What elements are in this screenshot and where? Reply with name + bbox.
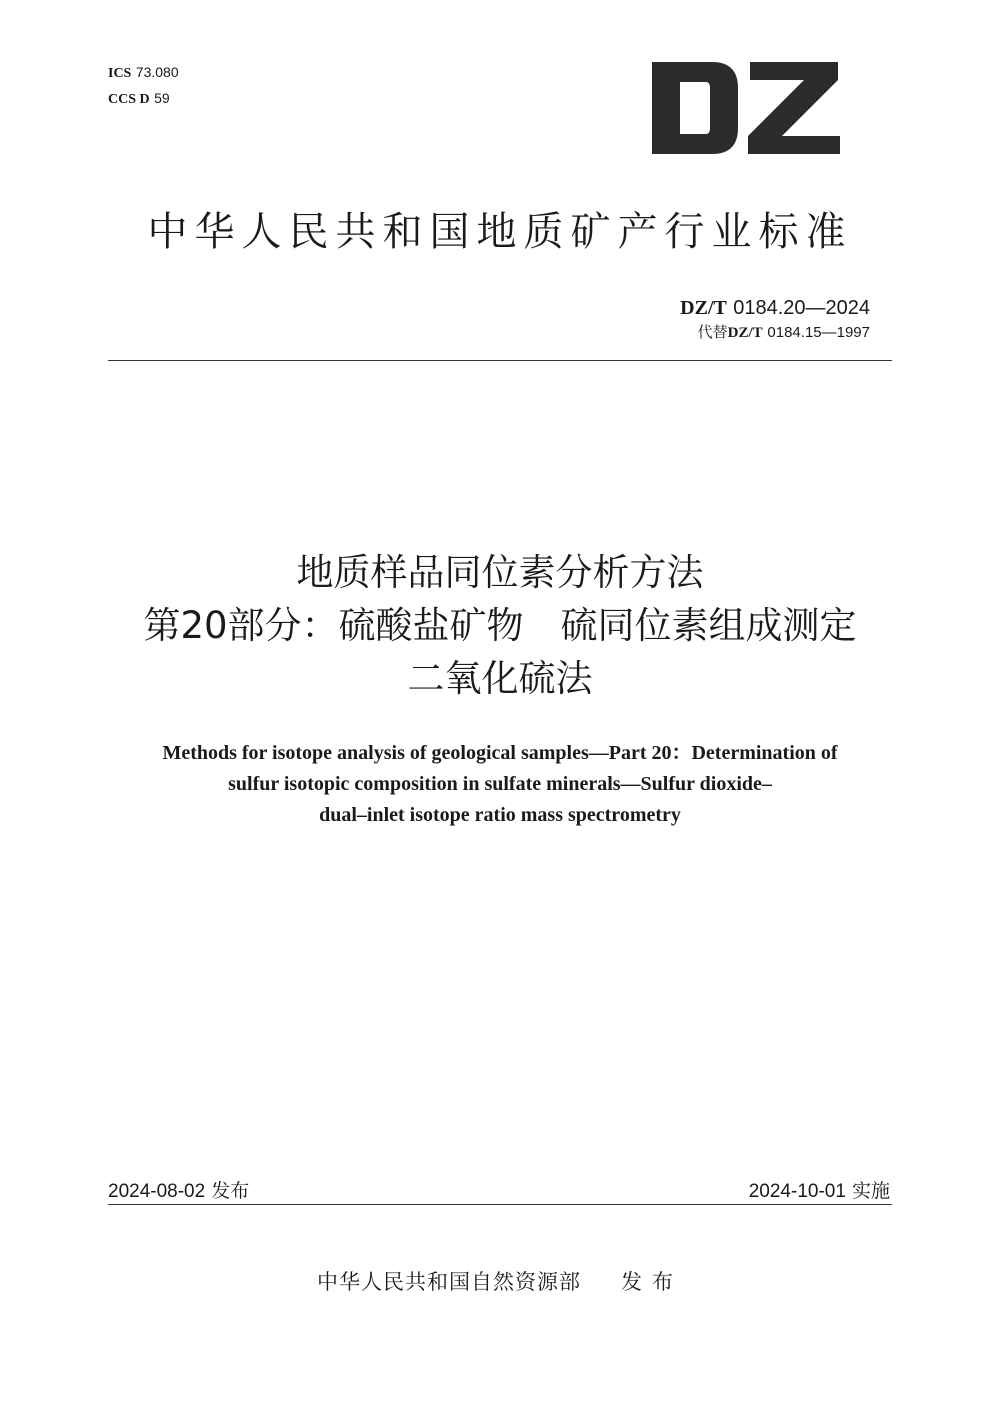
dz-logo: [652, 62, 840, 154]
classification-codes: [108, 60, 179, 112]
header-divider: [108, 360, 892, 361]
chinese-title: [0, 546, 1000, 705]
ccs-code: CCS D 59: [108, 90, 170, 107]
chinese-title-line: 地质样品同位素分析方法: [296, 551, 704, 594]
issuer-organization: 中华人民共和国自然资源部: [317, 1270, 581, 1294]
chinese-title-line: 第20部分：硫酸盐矿物 硫同位素组成测定: [143, 604, 857, 647]
english-title-line: dual–inlet isotope ratio mass spectrometry: [319, 804, 681, 826]
english-title-line: Methods for isotope analysis of geological samples—Part 20：Determination of: [162, 742, 838, 764]
issuer-action: 发布: [621, 1270, 683, 1294]
standard-number-block: [680, 294, 870, 344]
effective-date: 2024-10-01 实施: [748, 1180, 890, 1202]
footer-divider: [108, 1204, 892, 1205]
issuing-authority: [0, 1268, 1000, 1296]
english-title-line: sulfur isotopic composition in sulfate minerals—Sulfur dioxide–: [228, 773, 772, 795]
english-title: [0, 738, 1000, 831]
issue-date: 2024-08-02 发布: [108, 1180, 250, 1202]
replaces-standard: 代替DZ/T 0184.15—1997: [697, 323, 870, 341]
chinese-title-line: 二氧化硫法: [407, 657, 593, 700]
standard-number: DZ/T 0184.20—2024: [680, 297, 870, 319]
ics-code: ICS 73.080: [108, 64, 179, 81]
industry-standard-title: 中华人民共和国地质矿产行业标准: [147, 209, 853, 255]
